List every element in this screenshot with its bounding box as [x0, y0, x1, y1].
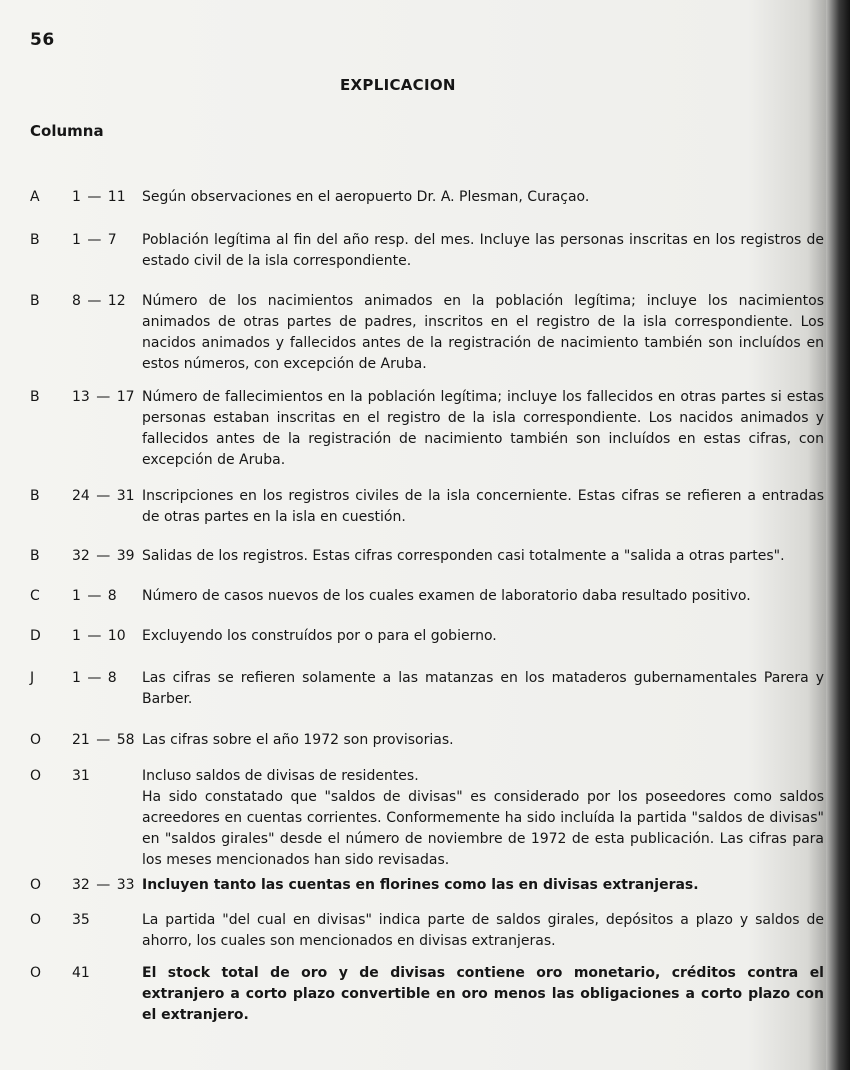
entry-letter: O: [30, 912, 42, 928]
entry-text: Inscripciones en los registros civiles de la isla concerniente. Estas cifras se refieren a entradas de otras partes en la isla en cuestión.: [142, 488, 824, 525]
page-number: 56: [30, 30, 55, 50]
entry-letter: D: [30, 628, 41, 644]
entry-text: Incluso saldos de divisas de residentes. Ha sido constatado que "saldos de divisas" es considerado por los poseedores como saldos acreedores en cuentas corrientes. Conformemente ha sido incluída la partida "saldos de divisas" en "saldos girales" desde el número de noviembre de 1972 de esta publicación. Las cifras para los meses mencionados han sido revisadas.: [142, 768, 824, 868]
entry-letter: B: [30, 293, 40, 309]
entry-range: 1 — 10: [72, 628, 126, 644]
entry-range: 24 — 31: [72, 488, 135, 504]
entry-text: El stock total de oro y de divisas contiene oro monetario, créditos contra el extranjero a corto plazo convertible en oro menos las obligaciones a corto plazo con el extranjero.: [142, 965, 824, 1023]
entry-text: Número de fallecimientos en la población legítima; incluye los fallecidos en otras partes si estas personas estaban inscritas en el registro de la isla correspondiente. Los nacidos animados y fallecidos antes de la registración de nacimiento también son incluídos en estas cifras, con excepción de Aruba.: [142, 389, 824, 468]
entry-text: Número de los nacimientos animados en la población legítima; incluye los nacimientos animados de otras partes de padres, inscritos en el registro de la isla correspondiente. Los nacidos animados y fallecidos antes de la registración de nacimiento también son incluídos en estos números, con excepción de Aruba.: [142, 293, 824, 372]
entry-letter: B: [30, 232, 40, 248]
entry-range: 1 — 8: [72, 670, 117, 686]
entry-text: Las cifras sobre el año 1972 son provisorias.: [142, 732, 454, 748]
entry-letter: J: [30, 670, 35, 686]
entry-letter: C: [30, 588, 40, 604]
entry-range: 1 — 8: [72, 588, 117, 604]
entry-letter: O: [30, 965, 42, 981]
entry-range: 31: [72, 768, 90, 784]
entry-range: 1 — 11: [72, 189, 126, 205]
entry-text: Población legítima al fin del año resp. del mes. Incluye las personas inscritas en los registros de estado civil de la isla correspondiente.: [142, 232, 824, 269]
entry-letter: A: [30, 189, 40, 205]
column-header: Columna: [30, 122, 104, 140]
entry-letter: O: [30, 732, 42, 748]
page-title: EXPLICACION: [340, 76, 456, 94]
entry-range: 35: [72, 912, 90, 928]
entry-text: Según observaciones en el aeropuerto Dr. A. Plesman, Curaçao.: [142, 189, 590, 205]
entry-letter: B: [30, 488, 40, 504]
entry-letter: B: [30, 389, 40, 405]
entry-range: 13 — 17: [72, 389, 135, 405]
entry-text: Salidas de los registros. Estas cifras corresponden casi totalmente a "salida a otras partes".: [142, 548, 785, 564]
entry-letter: O: [30, 768, 42, 784]
entry-letter: B: [30, 548, 40, 564]
entry-text: La partida "del cual en divisas" indica parte de saldos girales, depósitos a plazo y saldos de ahorro, los cuales son mencionados en divisas extranjeras.: [142, 912, 824, 949]
entry-range: 1 — 7: [72, 232, 117, 248]
book-binding-shadow: [826, 0, 850, 1070]
entry-range: 21 — 58: [72, 732, 135, 748]
entry-text: Incluyen tanto las cuentas en florines como las en divisas extranjeras.: [142, 877, 699, 893]
entry-text: Número de casos nuevos de los cuales examen de laboratorio daba resultado positivo.: [142, 588, 751, 604]
entry-letter: O: [30, 877, 42, 893]
entry-range: 32 — 39: [72, 548, 135, 564]
entry-text: Las cifras se refieren solamente a las matanzas en los mataderos gubernamentales Parera y Barber.: [142, 670, 824, 707]
entry-text: Excluyendo los construídos por o para el gobierno.: [142, 628, 497, 644]
entry-range: 8 — 12: [72, 293, 126, 309]
entry-range: 41: [72, 965, 90, 981]
entry-range: 32 — 33: [72, 877, 135, 893]
